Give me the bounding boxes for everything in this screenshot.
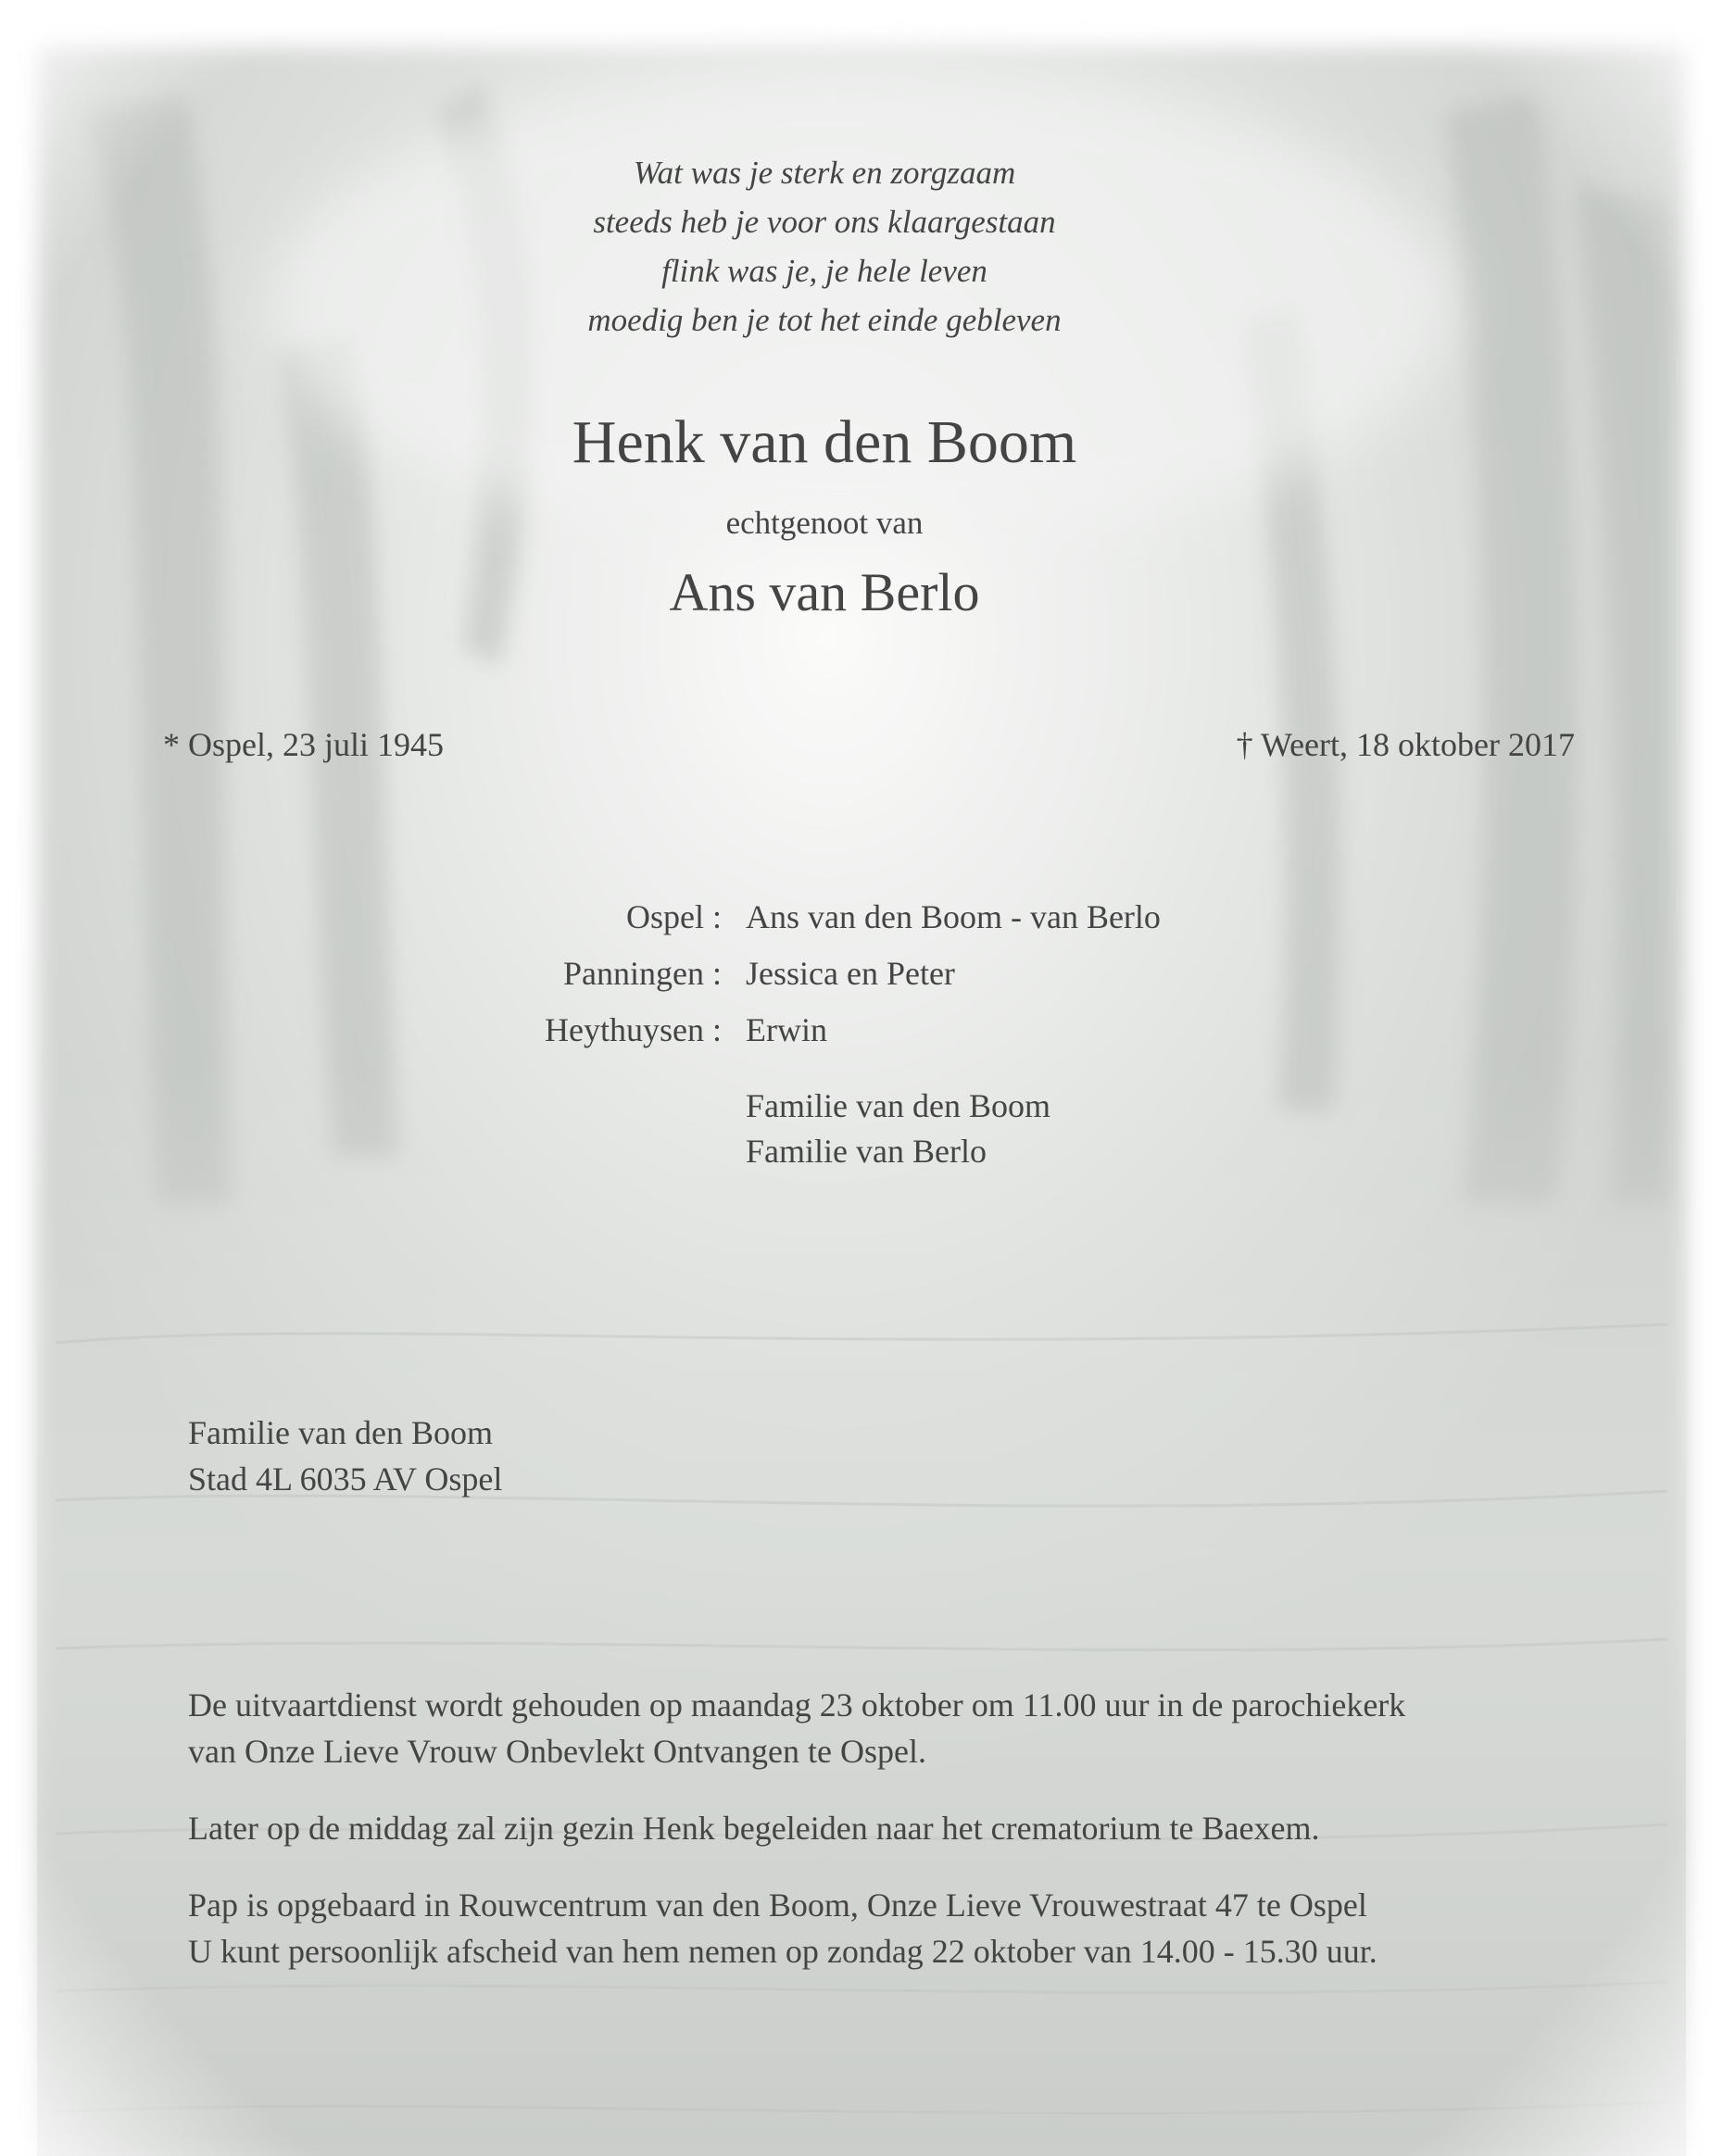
- text-line: De uitvaartdienst wordt gehouden op maandag 23 oktober om 11.00 uur in de parochiekerk: [188, 1686, 1406, 1724]
- funeral-service-paragraph: [188, 1682, 1559, 1774]
- family-name: Familie van Berlo: [746, 1133, 987, 1170]
- poem-line: Wat was je sterk en zorgzaam: [633, 155, 1016, 191]
- funeral-details: [188, 1682, 1559, 2005]
- poem-line: steeds heb je voor ons klaargestaan: [593, 204, 1056, 240]
- birth-info: * Ospel, 23 juli 1945: [163, 726, 444, 763]
- mourner-row: [0, 946, 1723, 1002]
- mourner-row: [0, 889, 1723, 946]
- deceased-name: Henk van den Boom: [572, 408, 1077, 476]
- mourner-row: [0, 1002, 1723, 1059]
- viewing-paragraph: [188, 1882, 1559, 1974]
- spouse-name: Ans van Berlo: [669, 562, 980, 622]
- mourner-name: Jessica en Peter: [746, 955, 955, 992]
- mourners-list: [0, 889, 1723, 1059]
- families-list: [746, 1084, 1050, 1174]
- relation-text: echtgenoot van: [725, 505, 924, 541]
- poem: [0, 148, 1649, 345]
- text-line: Later op de middag zal zijn gezin Henk begeleiden naar het crematorium te Baexem.: [188, 1810, 1320, 1847]
- death-info: † Weert, 18 oktober 2017: [1236, 726, 1575, 763]
- family-name: Familie van den Boom: [746, 1087, 1050, 1124]
- address-line: Familie van den Boom: [188, 1414, 493, 1451]
- cremation-paragraph: [188, 1805, 1559, 1851]
- poem-line: flink was je, je hele leven: [661, 253, 987, 289]
- text-line: U kunt persoonlijk afscheid van hem nemen op zondag 22 oktober van 14.00 - 15.30 uur.: [188, 1933, 1377, 1970]
- address-line: Stad 4L 6035 AV Ospel: [188, 1460, 503, 1498]
- correspondence-address: [188, 1410, 502, 1502]
- mourner-place: Ospel :: [626, 898, 722, 935]
- mourner-name: Erwin: [746, 1011, 827, 1048]
- mourner-place: Heythuysen :: [545, 1011, 722, 1048]
- poem-line: moedig ben je tot het einde gebleven: [587, 302, 1062, 338]
- text-line: van Onze Lieve Vrouw Onbevlekt Ontvangen te Ospel.: [188, 1733, 926, 1770]
- mourner-name: Ans van den Boom - van Berlo: [746, 898, 1161, 935]
- mourner-place: Panningen :: [563, 955, 722, 992]
- text-line: Pap is opgebaard in Rouwcentrum van den Boom, Onze Lieve Vrouwestraat 47 te Ospel: [188, 1886, 1367, 1924]
